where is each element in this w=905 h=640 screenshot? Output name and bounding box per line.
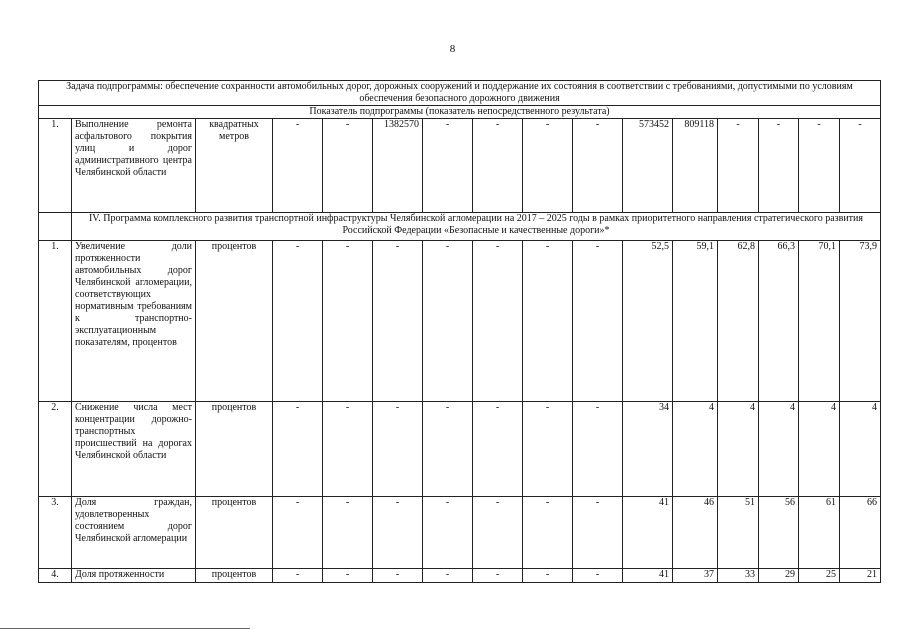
value-cell: 1382570 <box>373 119 423 213</box>
row-number: 1. <box>39 119 72 213</box>
value-cell: 573452 <box>623 119 673 213</box>
indicator-header-row <box>39 106 881 119</box>
row-number: 1. <box>39 241 72 402</box>
value-cell: - <box>273 402 323 497</box>
unit-cell: процентов <box>196 497 273 569</box>
value-cell: - <box>423 402 473 497</box>
indicator-name: Доля граждан, удовлетворенных состоянием дорог Челябинской агломерации <box>72 497 196 569</box>
value-cell: - <box>473 119 523 213</box>
row-number: 3. <box>39 497 72 569</box>
indicator-name: Увеличение доли протяженности автомобильных дорог Челябинской агломерации, соответствующих нормативным требованиям к транспортно-эксплуатационным показателям, процентов <box>72 241 196 402</box>
value-cell: - <box>473 241 523 402</box>
value-cell: 37 <box>673 569 718 583</box>
value-cell: 25 <box>799 569 840 583</box>
value-cell: - <box>573 119 623 213</box>
value-cell: 51 <box>718 497 759 569</box>
task-header: Задача подпрограммы: обеспечение сохранности автомобильных дорог, дорожных сооружений и поддержание их состояния в соответствии с требованиями, допустимыми по условиям обеспечения безопасного дорожного движения <box>39 81 881 106</box>
value-cell: - <box>523 402 573 497</box>
value-cell: - <box>373 497 423 569</box>
value-cell: 809118 <box>673 119 718 213</box>
indicator-name: Снижение числа мест концентрации дорожно-транспортных происшествий на дорогах Челябинской области <box>72 402 196 497</box>
value-cell: - <box>423 119 473 213</box>
value-cell: - <box>423 497 473 569</box>
value-cell: 33 <box>718 569 759 583</box>
unit-cell: процентов <box>196 241 273 402</box>
value-cell: - <box>523 119 573 213</box>
value-cell: - <box>273 241 323 402</box>
value-cell: - <box>273 119 323 213</box>
value-cell: - <box>523 569 573 583</box>
indicator-name: Выполнение ремонта асфальтового покрытия улиц и дорог административного центра Челябинской области <box>72 119 196 213</box>
footer-divider <box>0 628 250 629</box>
value-cell: - <box>323 497 373 569</box>
value-cell: 29 <box>759 569 799 583</box>
value-cell: - <box>373 241 423 402</box>
value-cell: 21 <box>840 569 881 583</box>
row-number: 4. <box>39 569 72 583</box>
value-cell: - <box>423 241 473 402</box>
value-cell: - <box>718 119 759 213</box>
value-cell: 46 <box>673 497 718 569</box>
value-cell: 59,1 <box>673 241 718 402</box>
value-cell: 4 <box>759 402 799 497</box>
value-cell: 62,8 <box>718 241 759 402</box>
unit-cell: процентов <box>196 569 273 583</box>
value-cell: 4 <box>718 402 759 497</box>
value-cell: - <box>273 569 323 583</box>
unit-cell: процентов <box>196 402 273 497</box>
value-cell: - <box>573 569 623 583</box>
value-cell: 56 <box>759 497 799 569</box>
value-cell: - <box>573 241 623 402</box>
page-number: 8 <box>449 43 456 55</box>
table-row <box>39 241 881 402</box>
value-cell: - <box>373 402 423 497</box>
value-cell: - <box>573 497 623 569</box>
value-cell: 70,1 <box>799 241 840 402</box>
value-cell: 41 <box>623 497 673 569</box>
value-cell: - <box>323 241 373 402</box>
value-cell: 52,5 <box>623 241 673 402</box>
value-cell: - <box>373 569 423 583</box>
value-cell: - <box>799 119 840 213</box>
task-header-row <box>39 81 881 106</box>
value-cell: - <box>759 119 799 213</box>
value-cell: 41 <box>623 569 673 583</box>
value-cell: - <box>523 241 573 402</box>
unit-cell: квадратных метров <box>196 119 273 213</box>
indicator-table <box>38 80 881 583</box>
table-row <box>39 569 881 583</box>
value-cell: - <box>473 569 523 583</box>
indicator-header: Показатель подпрограммы (показатель непосредственного результата) <box>39 106 881 119</box>
section-header: IV. Программа комплексного развития транспортной инфраструктуры Челябинской агломерации на 2017 – 2025 годы в рамках приоритетного направления стратегического развития Российской Федерации «Безопасные и качественные дороги»* <box>72 213 881 241</box>
value-cell: - <box>273 497 323 569</box>
value-cell: 4 <box>799 402 840 497</box>
indicator-name: Доля протяженности <box>72 569 196 583</box>
table-row <box>39 402 881 497</box>
value-cell: - <box>473 402 523 497</box>
value-cell: 4 <box>840 402 881 497</box>
value-cell: 61 <box>799 497 840 569</box>
value-cell: - <box>323 402 373 497</box>
value-cell: - <box>323 569 373 583</box>
value-cell: - <box>423 569 473 583</box>
value-cell: - <box>473 497 523 569</box>
value-cell: - <box>323 119 373 213</box>
value-cell: 4 <box>673 402 718 497</box>
value-cell: - <box>573 402 623 497</box>
value-cell: - <box>523 497 573 569</box>
value-cell: 73,9 <box>840 241 881 402</box>
table-row <box>39 497 881 569</box>
value-cell: 66,3 <box>759 241 799 402</box>
row-number: 2. <box>39 402 72 497</box>
section-header-row <box>39 213 881 241</box>
value-cell: 66 <box>840 497 881 569</box>
value-cell: - <box>840 119 881 213</box>
section-spacer <box>39 213 72 241</box>
table-row <box>39 119 881 213</box>
value-cell: 34 <box>623 402 673 497</box>
